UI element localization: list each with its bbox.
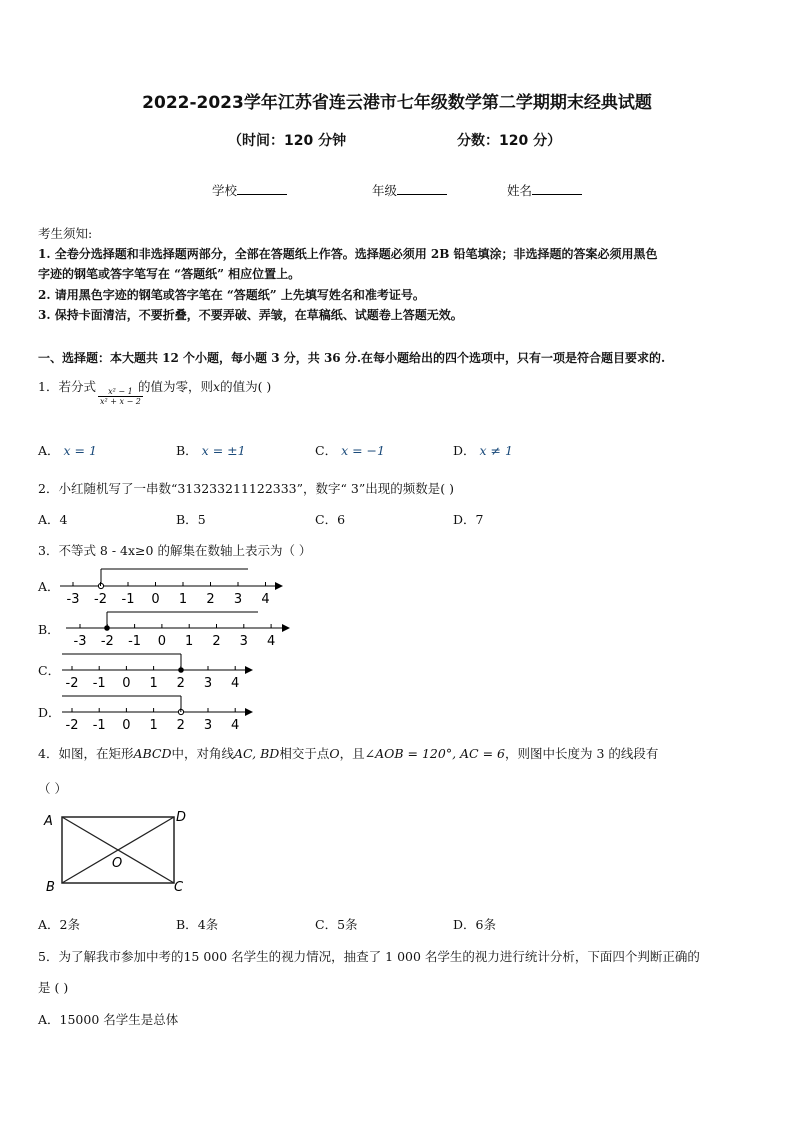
tick-label: -3 <box>73 634 87 649</box>
option-label: D． <box>453 917 476 932</box>
option-label: D． <box>453 443 476 458</box>
notice-heading: 考生须知: <box>38 226 93 241</box>
score-label: 分数：120 分） <box>457 133 562 149</box>
numberline-a <box>60 569 283 607</box>
notice-line-3: 3. 保持卡面清洁，不要折叠，不要弄破、弄皱，在草稿纸、试题卷上答题无效。 <box>38 308 463 322</box>
tick-label: 1 <box>149 718 158 733</box>
q5-line-1: 5．为了解我市参加中考的15 000 名学生的视力情况，抽查了 1 000 名学生的视力进行统计分析，下面四个判断正确的 <box>38 949 700 964</box>
q4-mid2: 相交于点 <box>279 746 330 761</box>
notice-line-1a: 1. 全卷分选择题和非选择题两部分，全部在答题纸上作答。选择题必须用 2B 铅笔填涂；非选择题的答案必须用黑色 <box>38 247 658 261</box>
tick-label: -2 <box>65 676 79 691</box>
option-label: B． <box>176 512 198 527</box>
q2-option-b[interactable] <box>176 510 206 528</box>
q1-suffix-b: 的值为( ) <box>220 379 272 394</box>
tick-label: 0 <box>151 592 160 607</box>
option-value: x = −1 <box>341 443 385 458</box>
option-label: A． <box>38 443 60 458</box>
q3-option-b-label[interactable]: B． <box>38 622 60 637</box>
q4-text <box>38 744 658 762</box>
tick-label: -1 <box>92 676 106 691</box>
q4-option-b[interactable] <box>176 915 218 933</box>
option-value: x = 1 <box>63 443 97 458</box>
q3-numberlines <box>0 560 320 740</box>
tick-label: -2 <box>100 634 114 649</box>
q5-option-a[interactable]: A．15000 名学生是总体 <box>38 1012 179 1027</box>
q4-option-c[interactable] <box>315 915 358 933</box>
q1-option-d[interactable] <box>453 441 513 459</box>
tick-label: 2 <box>176 718 185 733</box>
option-value: 4 <box>59 512 68 527</box>
q1-var: x <box>213 379 221 394</box>
q1-fraction <box>98 387 143 406</box>
name-field <box>507 181 582 199</box>
option-value: 7 <box>475 512 484 527</box>
numberline-b <box>66 612 290 649</box>
tick-label: -1 <box>92 718 106 733</box>
q1-option-b[interactable] <box>176 441 246 459</box>
tick-label: 3 <box>233 592 243 607</box>
q4-option-a[interactable] <box>38 915 80 933</box>
q1-prefix: 1．若分式 <box>38 379 96 394</box>
option-label: A． <box>38 512 60 527</box>
q4-option-d[interactable] <box>453 915 496 933</box>
tick-label: 3 <box>203 676 213 691</box>
q3-option-c-label[interactable]: C． <box>38 663 61 678</box>
tick-label: -1 <box>128 634 142 649</box>
numberline-d <box>62 696 253 733</box>
tick-label: -1 <box>121 592 135 607</box>
option-label: C． <box>315 917 338 932</box>
option-label: C． <box>315 443 338 458</box>
q4-paren: （ ） <box>38 781 67 796</box>
grade-field <box>372 181 447 199</box>
option-value: x ≠ 1 <box>479 443 513 458</box>
school-blank <box>237 182 287 195</box>
option-label: B． <box>176 917 198 932</box>
q1-frac-numerator: x² − 1 <box>98 387 143 397</box>
q2-option-d[interactable] <box>453 510 483 528</box>
q4-mid3: ，且 <box>339 746 365 761</box>
grade-label: 年级 <box>372 183 398 198</box>
tick-label: 2 <box>212 634 221 649</box>
q4-diag: AC, BD <box>234 746 280 761</box>
option-value: 5 <box>197 512 206 527</box>
tick-label: -2 <box>94 592 107 607</box>
tick-label: 1 <box>185 634 194 649</box>
tick-label: 2 <box>206 592 215 607</box>
option-value: 5条 <box>337 917 358 932</box>
label-a: A <box>44 814 53 829</box>
q4-rectangle-figure <box>38 805 198 897</box>
tick-label: 2 <box>176 676 185 691</box>
tick-label: 4 <box>266 634 276 649</box>
option-value: 2条 <box>59 917 80 932</box>
label-c: C <box>174 880 184 895</box>
tick-label: 4 <box>231 718 240 733</box>
tick-label: 4 <box>231 676 240 691</box>
time-label: （时间：120 分钟 <box>228 133 347 149</box>
q3-text: 3．不等式 8 - 4x≥0 的解集在数轴上表示为（ ） <box>38 543 312 558</box>
q2-text: 2．小红随机写了一串数“313233211122333”，数字“ 3”出现的频数是( ) <box>38 481 454 496</box>
label-o: O <box>112 856 123 871</box>
tick-label: 0 <box>157 634 167 649</box>
q5-line-2: 是 ( ) <box>38 980 69 995</box>
tick-label: 3 <box>203 718 213 733</box>
q2-option-c[interactable] <box>315 510 345 528</box>
label-b: B <box>46 880 55 895</box>
numberline-c <box>62 654 253 691</box>
q4-mid1: 中，对角线 <box>171 746 235 761</box>
q1-option-c[interactable] <box>315 441 385 459</box>
tick-label: 1 <box>178 592 188 607</box>
option-value: 6 <box>337 512 346 527</box>
option-value: 4条 <box>197 917 219 932</box>
arrow-head <box>245 666 253 674</box>
tick-label: 4 <box>261 592 270 607</box>
q3-option-d-label[interactable]: D． <box>38 705 61 720</box>
tick-label: -3 <box>66 592 80 607</box>
section-heading: 一、选择题：本大题共 12 个小题，每小题 3 分，共 36 分.在每小题给出的四个选项中，只有一项是符合题目要求的. <box>38 351 666 365</box>
option-value: x = ±1 <box>201 443 246 458</box>
school-label: 学校 <box>212 183 238 198</box>
q3-option-a-label[interactable]: A． <box>38 579 60 594</box>
arrow-head <box>282 624 290 632</box>
tick-label: 0 <box>122 676 131 691</box>
option-label: A． <box>38 917 60 932</box>
name-label: 姓名 <box>507 183 533 198</box>
page-title: 2022-2023学年江苏省连云港市七年级数学第二学期期末经典试题 <box>142 93 652 113</box>
q4-point-o: O <box>329 746 340 761</box>
grade-blank <box>397 182 447 195</box>
tick-label: 3 <box>239 634 248 649</box>
label-d: D <box>176 810 187 825</box>
q1-frac-denominator: x² + x − 2 <box>100 397 141 406</box>
name-blank <box>532 182 582 195</box>
arrow-head <box>245 708 253 716</box>
q4-condition: ∠AOB = 120°, AC = 6 <box>364 746 505 761</box>
notice-line-1b: 字迹的钢笔或答字笔写在 “答题纸” 相应位置上。 <box>38 267 301 281</box>
q1-option-a[interactable] <box>38 441 97 459</box>
q2-option-a[interactable] <box>38 510 67 528</box>
option-label: C． <box>315 512 338 527</box>
q4-rect: ABCD <box>133 746 172 761</box>
school-field <box>212 181 287 199</box>
tick-label: 1 <box>149 676 158 691</box>
option-label: B． <box>176 443 198 458</box>
notice-line-2: 2. 请用黑色字迹的钢笔或答字笔在 “答题纸” 上先填写姓名和准考证号。 <box>38 288 425 302</box>
q1-suffix <box>138 377 271 395</box>
tick-label: 0 <box>122 718 131 733</box>
q4-prefix: 4．如图，在矩形 <box>38 746 134 761</box>
q4-suffix: ，则图中长度为 3 的线段有 <box>504 746 659 761</box>
q1-suffix-a: 的值为零，则 <box>138 379 214 394</box>
arrow-head <box>275 582 283 590</box>
tick-label: -2 <box>65 718 79 733</box>
option-label: D． <box>453 512 476 527</box>
option-value: 6条 <box>475 917 496 932</box>
